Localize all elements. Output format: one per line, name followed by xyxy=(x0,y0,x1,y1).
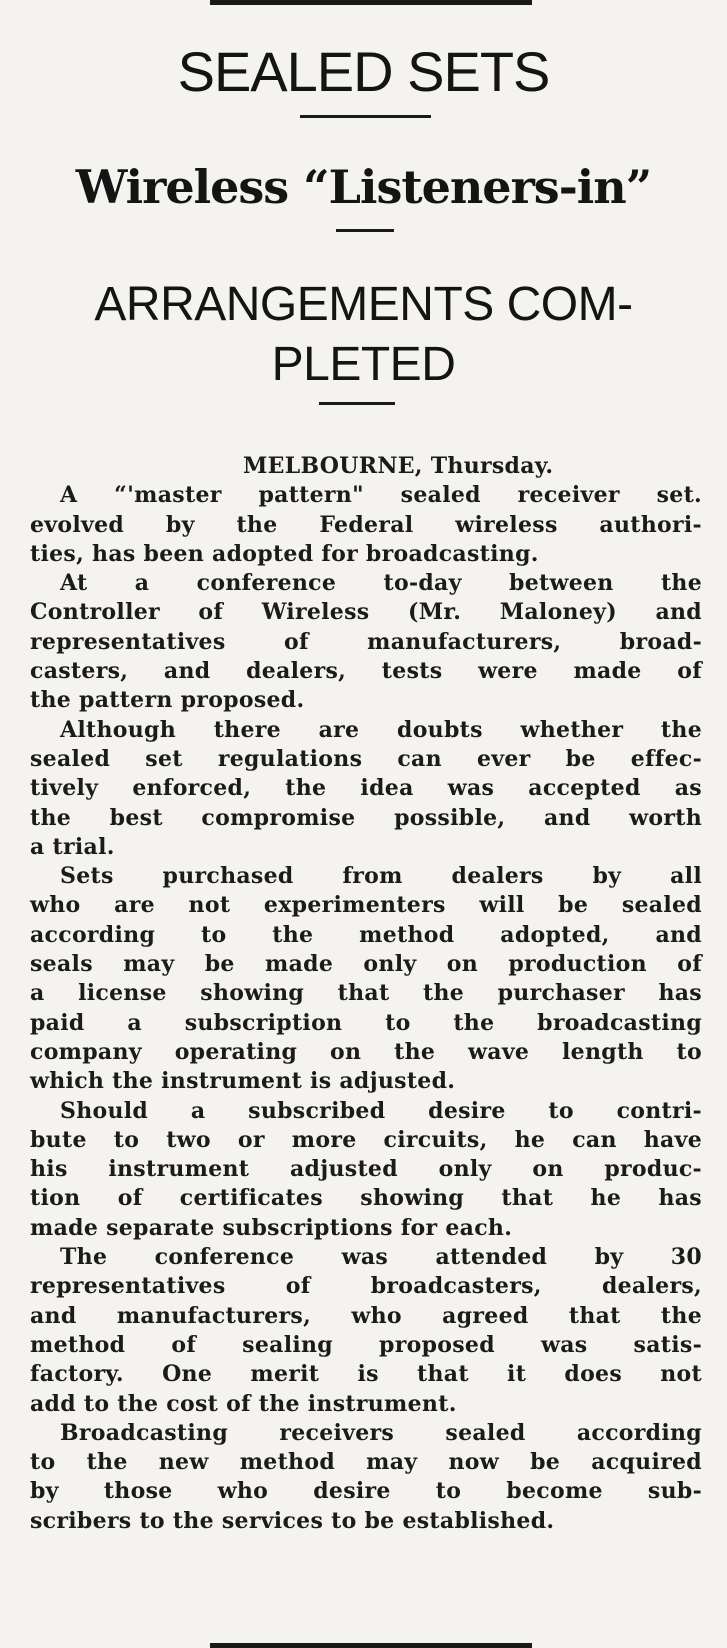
article-line: A “'master pattern" sealed receiver set. xyxy=(60,482,702,509)
article-line: who are not experimenters will be sealed xyxy=(30,892,702,919)
headline-third-line2: PLETED xyxy=(271,338,456,391)
article-line: the best compromise possible, and worth xyxy=(30,804,702,831)
divider-rule xyxy=(319,402,395,405)
article-body xyxy=(30,452,702,1536)
article-line: Sets purchased from dealers by all xyxy=(60,863,702,890)
article-line: by those who desire to become sub- xyxy=(30,1478,702,1505)
article-line: Broadcasting receivers sealed according xyxy=(60,1419,702,1446)
article-line: Controller of Wireless (Mr. Maloney) and xyxy=(30,599,702,626)
article-line: to the new method may now be acquired xyxy=(30,1449,702,1476)
headline-main: SEALED SETS xyxy=(177,40,550,103)
article-line: the pattern proposed. xyxy=(30,687,305,714)
article-line: method of sealing proposed was satis- xyxy=(30,1331,702,1358)
bottom-border-rule xyxy=(210,1643,532,1648)
article-line: tively enforced, the idea was accepted as xyxy=(30,775,702,802)
article-line: casters, and dealers, tests were made of xyxy=(30,658,702,685)
dateline: MELBOURNE, Thursday. xyxy=(243,453,554,479)
article-line: which the instrument is adjusted. xyxy=(30,1068,456,1095)
article-line: according to the method adopted, and xyxy=(30,921,702,948)
article-line: a license showing that the purchaser has xyxy=(30,980,702,1007)
headline-third-line1: ARRANGEMENTS COM- xyxy=(94,278,633,331)
divider-rule xyxy=(300,115,431,118)
article-line: scribers to the services to be established. xyxy=(30,1507,555,1534)
article-line: a trial. xyxy=(30,833,115,860)
article-line: representatives of manufacturers, broad- xyxy=(30,628,702,655)
article-line: At a conference to-day between the xyxy=(60,570,702,597)
article-line: add to the cost of the instrument. xyxy=(30,1390,457,1417)
article-line: tion of certificates showing that he has xyxy=(30,1185,702,1212)
article-line: paid a subscription to the broadcasting xyxy=(30,1009,702,1036)
article-line: The conference was attended by 30 xyxy=(60,1244,702,1271)
top-border-rule xyxy=(210,0,532,5)
article-line: factory. One merit is that it does not xyxy=(30,1361,702,1388)
article-line: evolved by the Federal wireless authori- xyxy=(30,511,702,538)
article-line: his instrument adjusted only on produc- xyxy=(30,1156,702,1183)
article-line: Should a subscribed desire to contri- xyxy=(60,1097,702,1124)
article-line: bute to two or more circuits, he can have xyxy=(30,1126,702,1153)
headline-second: Wireless “Listeners-in” xyxy=(75,160,652,214)
article-line: sealed set regulations can ever be effec- xyxy=(30,745,702,772)
article-line: representatives of broadcasters, dealers, xyxy=(30,1273,702,1300)
article-line: ties, has been adopted for broadcasting. xyxy=(30,540,539,567)
divider-rule xyxy=(336,229,394,232)
article-line: made separate subscriptions for each. xyxy=(30,1214,513,1241)
article-line: seals may be made only on production of xyxy=(30,951,702,978)
article-line: and manufacturers, who agreed that the xyxy=(30,1302,702,1329)
article-line: Although there are doubts whether the xyxy=(60,716,702,743)
article-line: company operating on the wave length to xyxy=(30,1038,702,1065)
